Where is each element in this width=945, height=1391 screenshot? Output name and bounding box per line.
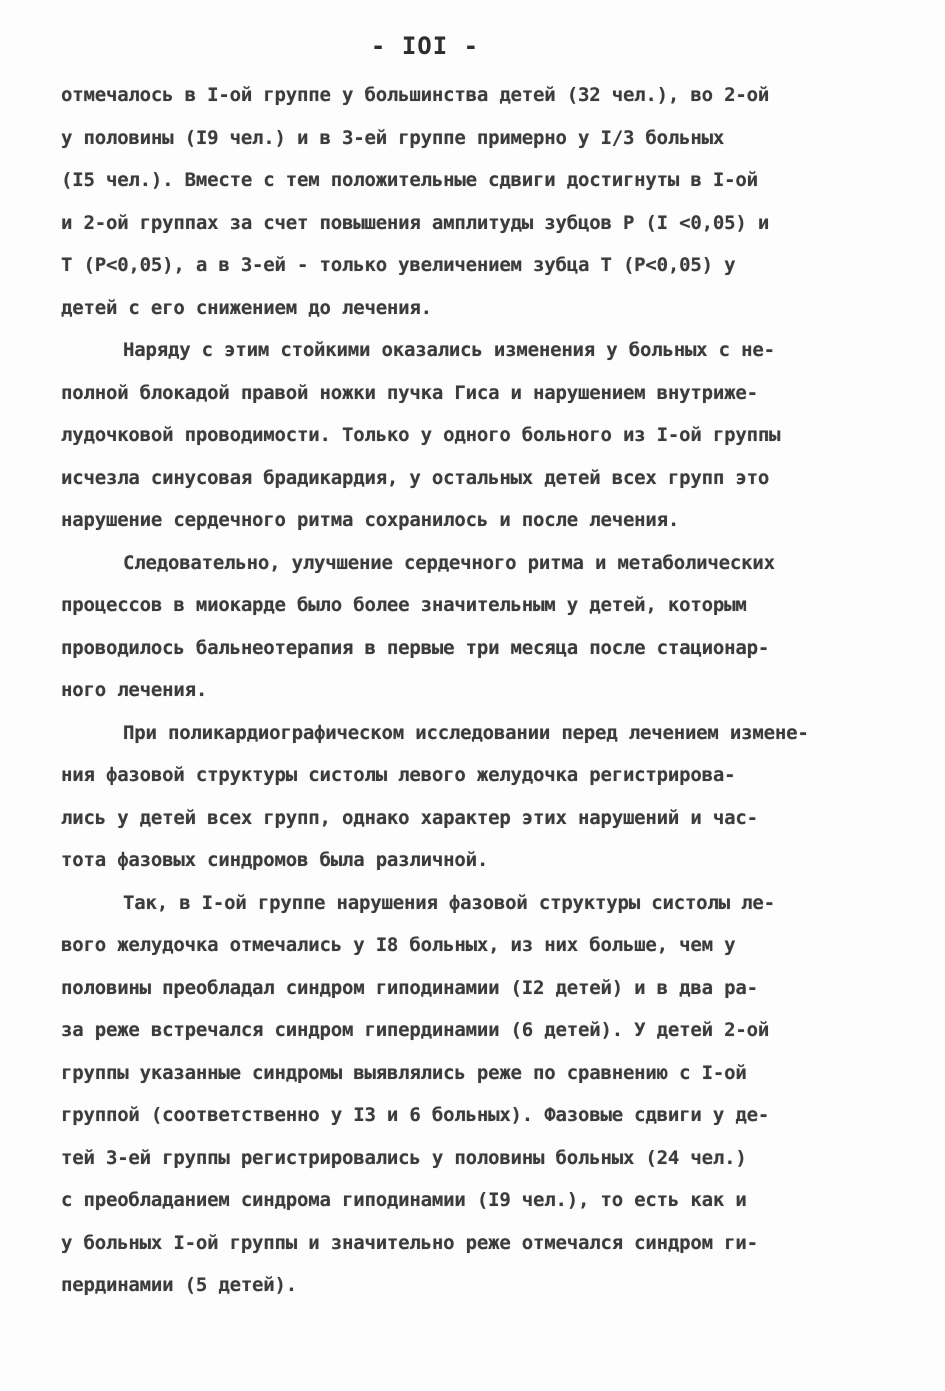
paragraph-2 [61,329,881,542]
text-line: Т (Р<0,05), а в 3-ей - только увеличением зубца Т (Р<0,05) у [61,254,736,276]
text-line: половины преобладал синдром гиподинамии (I2 детей) и в два ра- [61,976,758,999]
text-line: у половины (I9 чел.) и в 3-ей группе примерно у I/3 больных [61,126,725,149]
paragraph-5 [61,882,881,1307]
text-line: отмечалось в I-ой группе у большинства детей (32 чел.), во 2-ой [61,84,770,106]
text-line: При поликардиографическом исследовании перед лечением измене- [123,721,809,744]
text-line: вого желудочка отмечались у I8 больных, из них больше, чем у [61,934,736,956]
text-line: группы указанные синдромы выявлялись реже по сравнению с I-ой [61,1061,747,1084]
body-text [61,74,881,1307]
page-number: - IOI - [370,32,480,60]
paragraph-3 [61,542,881,712]
text-line: детей с его снижением до лечения. [61,296,432,319]
text-line: нарушение сердечного ритма сохранилось и после лечения. [61,509,680,531]
text-line: тей 3-ей группы регистрировались у половины больных (24 чел.) [61,1146,747,1169]
text-line: ния фазовой структуры систолы левого желудочка регистрирова- [61,764,736,786]
text-line: с преобладанием синдрома гиподинамии (I9 чел.), то есть как и [61,1189,747,1211]
text-line: и 2-ой группах за счет повышения амплитуды зубцов Р (I <0,05) и [61,211,770,234]
text-line: лудочковой проводимости. Только у одного больного из I-ой группы [61,424,781,446]
text-line: тота фазовых синдромов была различной. [61,849,489,871]
text-line: Наряду с этим стойкими оказались изменения у больных с не- [123,339,775,361]
text-line: проводилось бальнеотерапия в первые три месяца после стационар- [61,636,770,659]
text-line: Следовательно, улучшение сердечного ритма и метаболических [123,551,775,574]
text-line: процессов в миокарде было более значительным у детей, которым [61,594,747,616]
text-line: за реже встречался синдром гипердинамии (6 детей). У детей 2-ой [61,1019,770,1041]
text-line: у больных I-ой группы и значительно реже отмечался синдром ги- [61,1231,758,1254]
text-line: (I5 чел.). Вместе с тем положительные сдвиги достигнуты в I-ой [61,169,758,191]
text-line: исчезла синусовая брадикардия, у остальных детей всех групп это [61,466,770,489]
text-line: ного лечения. [61,679,208,701]
text-line: полной блокадой правой ножки пучка Гиса и нарушением внутриже- [61,381,758,404]
text-line: Так, в I-ой группе нарушения фазовой структуры систолы ле- [123,891,775,914]
text-line: пердинамии (5 детей). [61,1274,298,1296]
paragraph-4 [61,712,881,882]
text-line: лись у детей всех групп, однако характер этих нарушений и час- [61,806,758,829]
paragraph-1 [61,74,881,329]
text-line: группой (соответственно у I3 и 6 больных). Фазовые сдвиги у де- [61,1104,770,1126]
